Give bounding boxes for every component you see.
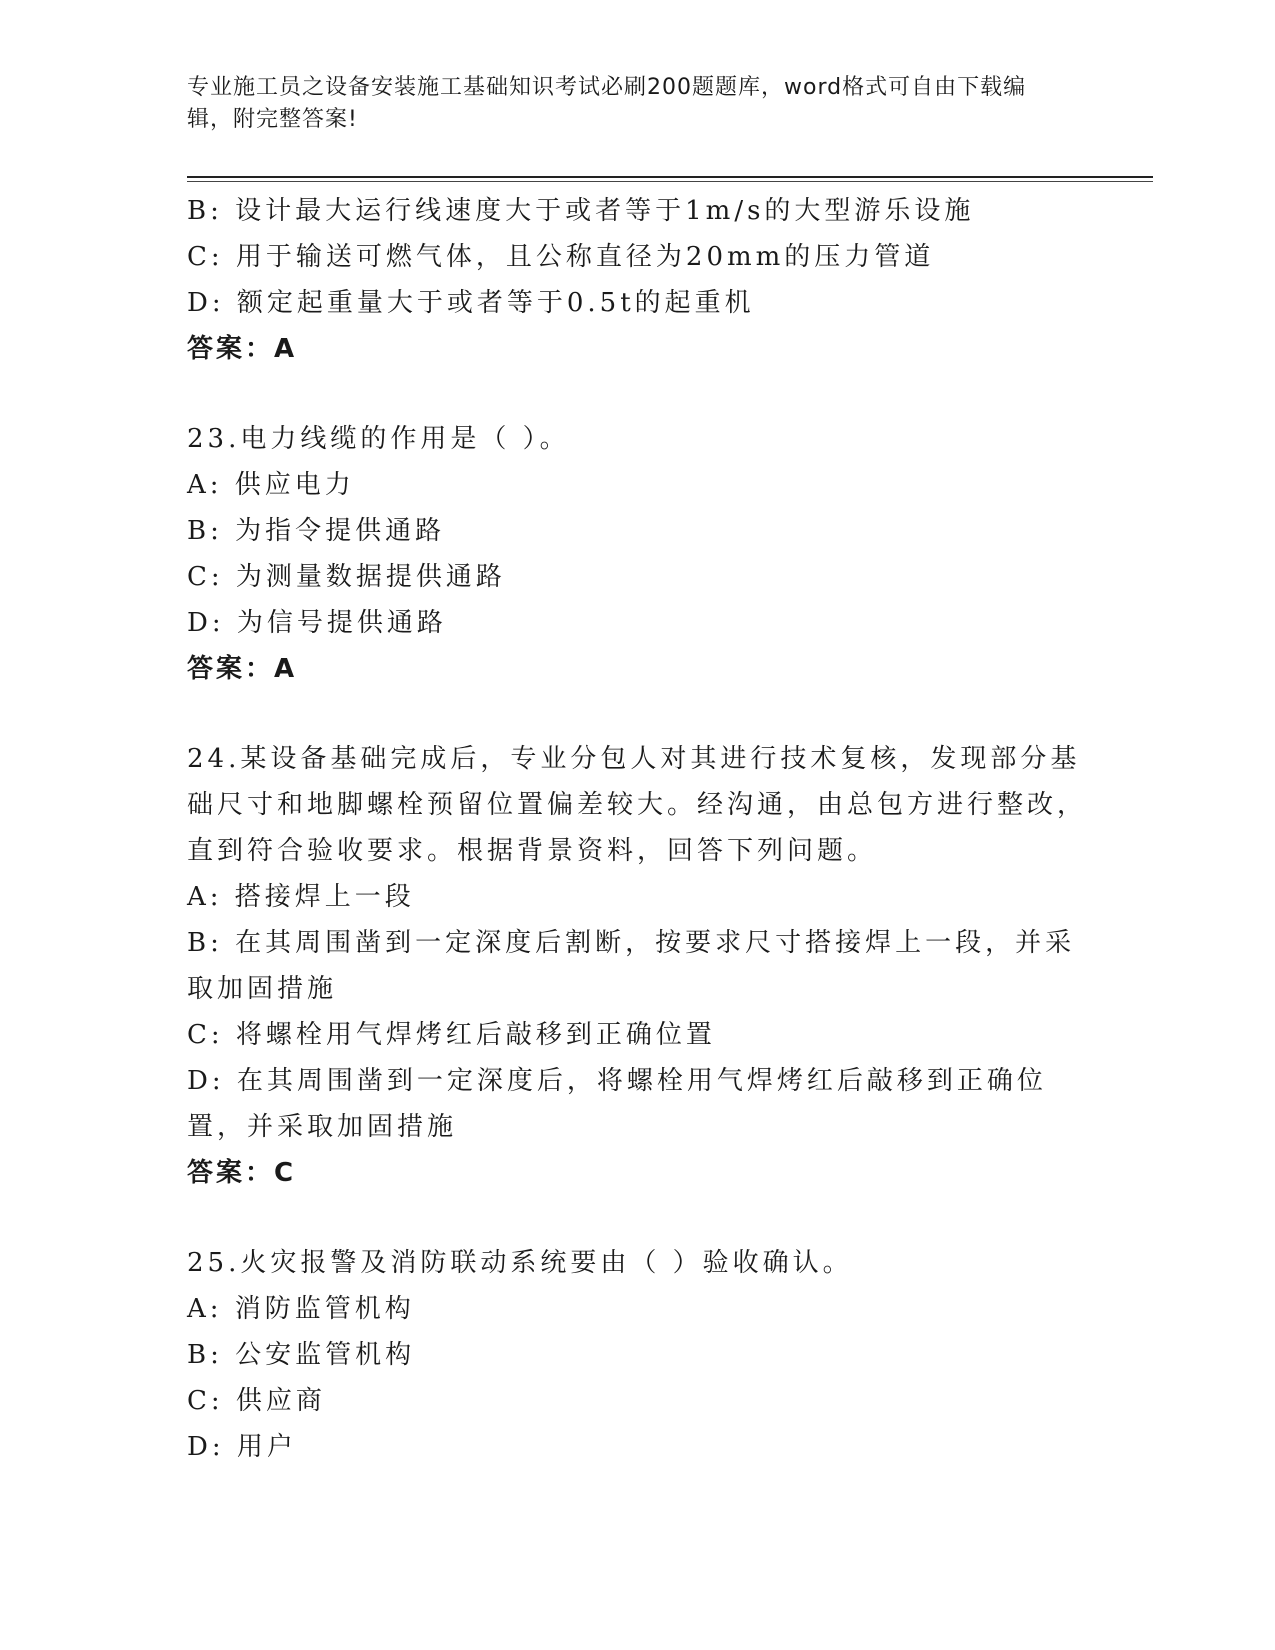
question-22-continued: [187, 188, 1087, 372]
question-stem: 23.电力线缆的作用是（ ）。: [187, 424, 570, 454]
question-25: [187, 1240, 1087, 1470]
option-c: C: 供应商: [187, 1386, 326, 1416]
option-c: C: 将螺栓用气焊烤红后敲移到正确位置: [187, 1020, 716, 1050]
option-b: B: 设计最大运行线速度大于或者等于1m/s的大型游乐设施: [187, 196, 975, 226]
document-header: 专业施工员之设备安装施工基础知识考试必刷200题题库，word格式可自由下载编辑，附完整答案!: [187, 75, 1027, 132]
question-content: [187, 188, 1087, 1470]
question-stem: 24.某设备基础完成后，专业分包人对其进行技术复核，发现部分基础尺寸和地脚螺栓预留位置偏差较大。经沟通，由总包方进行整改，直到符合验收要求。根据背景资料，回答下列问题。: [187, 744, 1088, 866]
spacer: [187, 692, 1087, 736]
option-a: A: 供应电力: [187, 470, 355, 500]
answer-line: 答案：C: [187, 1158, 297, 1188]
header-divider-thin: [187, 181, 1153, 182]
question-23: [187, 416, 1087, 692]
option-c: C: 用于输送可燃气体，且公称直径为20mm的压力管道: [187, 242, 935, 272]
option-b: B: 为指令提供通路: [187, 516, 446, 546]
option-b: B: 公安监管机构: [187, 1340, 416, 1370]
option-c: C: 为测量数据提供通路: [187, 562, 506, 592]
answer-line: 答案：A: [187, 334, 298, 364]
question-24: [187, 736, 1087, 1196]
header-divider-thick: [187, 176, 1153, 178]
spacer: [187, 372, 1087, 416]
option-a: A: 搭接焊上一段: [187, 882, 415, 912]
option-d: D: 在其周围凿到一定深度后，将螺栓用气焊烤红后敲移到正确位置，并采取加固措施: [187, 1066, 1047, 1142]
option-a: A: 消防监管机构: [187, 1294, 415, 1324]
option-d: D: 额定起重量大于或者等于0.5t的起重机: [187, 288, 755, 318]
spacer: [187, 1196, 1087, 1240]
question-stem: 25.火灾报警及消防联动系统要由（ ）验收确认。: [187, 1248, 853, 1278]
option-d: D: 用户: [187, 1432, 297, 1462]
answer-line: 答案：A: [187, 654, 298, 684]
option-d: D: 为信号提供通路: [187, 608, 447, 638]
option-b: B: 在其周围凿到一定深度后割断，按要求尺寸搭接焊上一段，并采取加固措施: [187, 928, 1076, 1004]
